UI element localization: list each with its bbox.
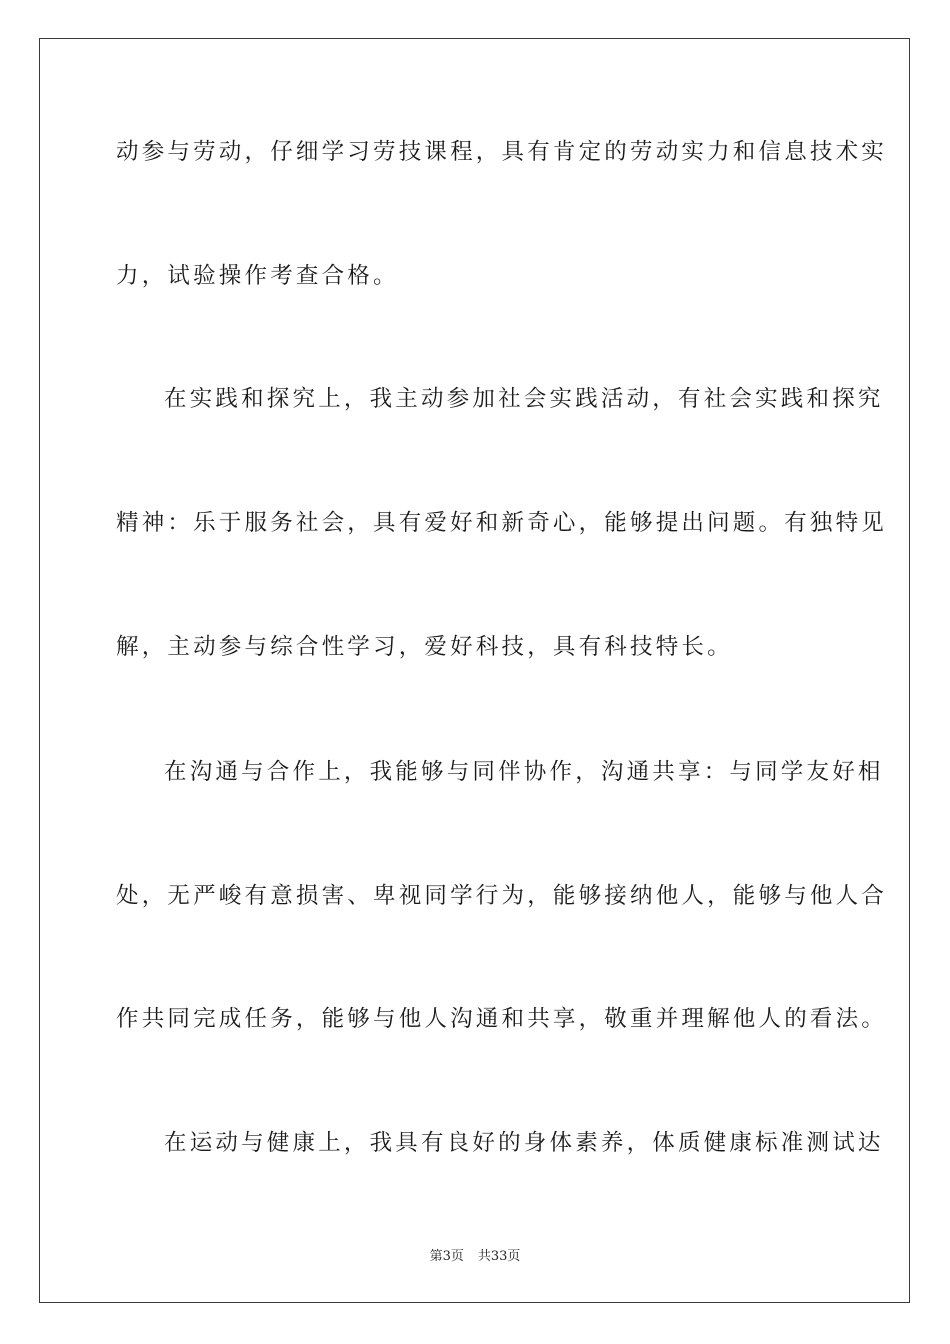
paragraph-line: 解，主动参与综合性学习，爱好科技，具有科技特长。: [116, 634, 733, 660]
paragraph-line: 力，试验操作考查合格。: [116, 263, 399, 289]
paragraph-line: 精神：乐于服务社会，具有爱好和新奇心，能够提出问题。有独特见: [116, 510, 888, 536]
page-frame: [39, 38, 910, 1303]
paragraph-line: 在沟通与合作上，我能够与同伴协作，沟通共享：与同学友好相: [164, 759, 884, 785]
paragraph-line: 作共同完成任务，能够与他人沟通和共享，敬重并理解他人的看法。: [116, 1006, 888, 1032]
paragraph-line: 在运动与健康上，我具有良好的身体素养，体质健康标准测试达: [164, 1130, 884, 1156]
page-footer: [0, 1245, 950, 1264]
paragraph-line: 动参与劳动，仔细学习劳技课程，具有肯定的劳动实力和信息技术实: [116, 139, 888, 165]
page-number: 第3页: [429, 1249, 464, 1264]
total-pages: 共33页: [477, 1249, 521, 1264]
paragraph-line: 处，无严峻有意损害、卑视同学行为，能够接纳他人，能够与他人合: [116, 883, 888, 909]
paragraph-line: 在实践和探究上，我主动参加社会实践活动，有社会实践和探究: [164, 386, 884, 412]
